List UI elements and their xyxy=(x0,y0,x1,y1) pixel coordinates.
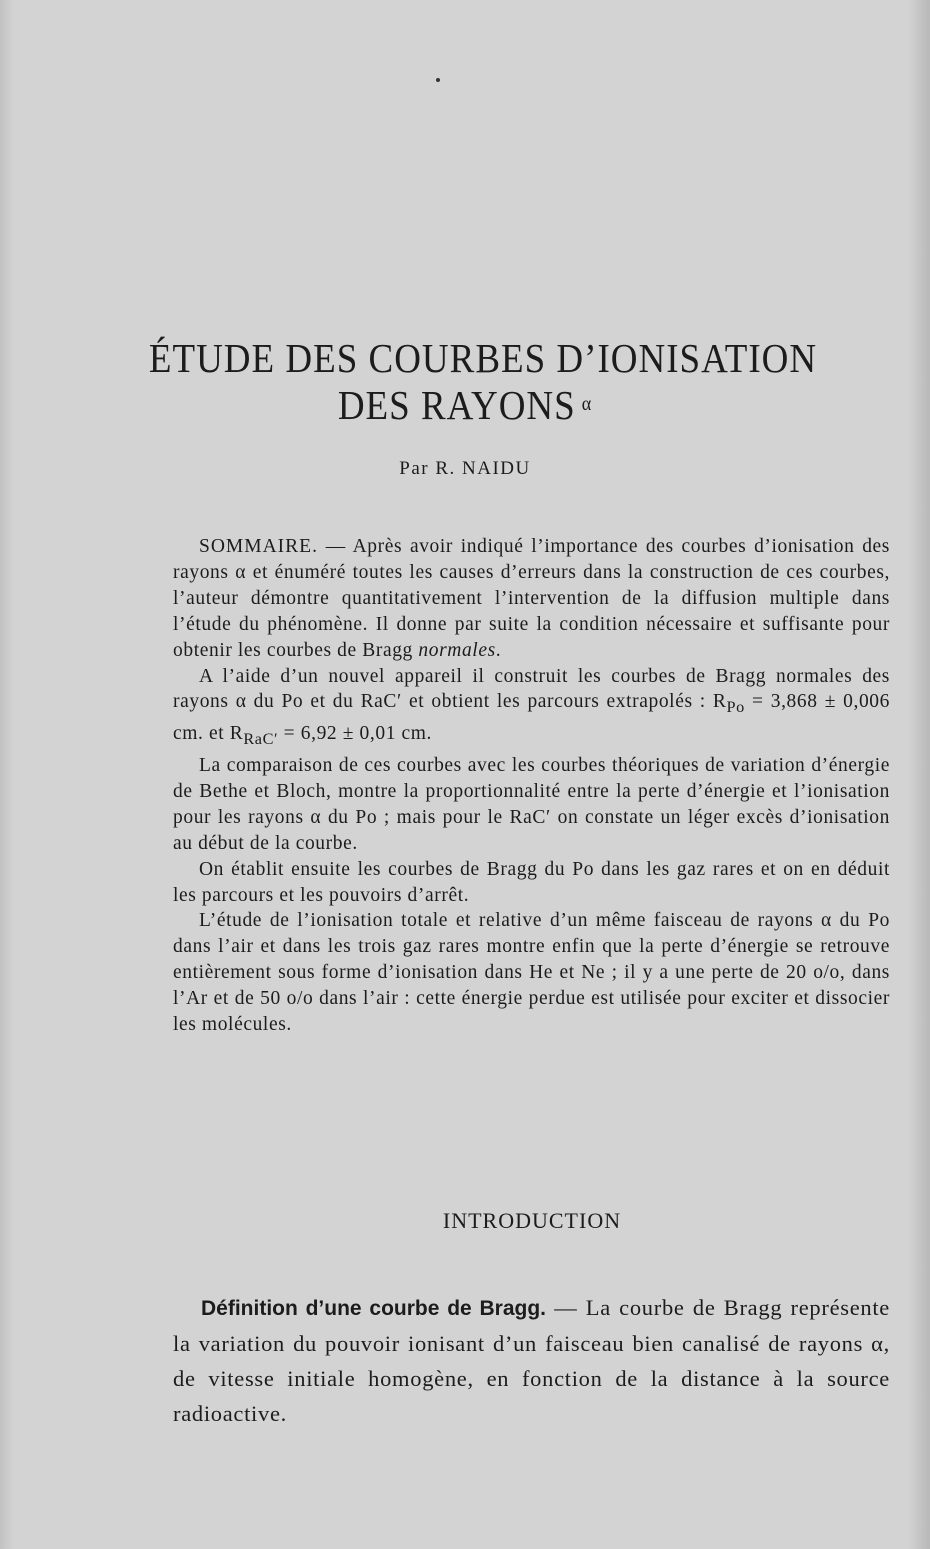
abstract-paragraph-2 xyxy=(173,664,890,754)
speck xyxy=(436,78,440,82)
intro-lead: Définition d’une courbe de Bragg. xyxy=(201,1297,546,1320)
page-edge-left xyxy=(0,0,14,1549)
article-title-line-1: ÉTUDE DES COURBES D’IONISATION xyxy=(148,336,818,383)
range-rac-value: = 6,92 ± 0,01 cm. xyxy=(283,723,433,745)
section-heading-introduction: INTRODUCTION xyxy=(442,1208,622,1233)
abstract-paragraph-4: On établit ensuite les courbes de Bragg du Po dans les gaz rares et on en déduit les parcours et les pouvoirs d’arrêt. xyxy=(173,858,890,906)
author-line: Par R. NAIDU xyxy=(399,458,531,479)
article-title-line-2 xyxy=(0,382,930,430)
page-edge-right xyxy=(908,0,930,1549)
abstract-paragraph-5: L’étude de l’ionisation totale et relative d’un même faisceau de rayons α du Po dans l’air et dans les trois gaz rares montre enfin que la perte d’énergie se retrouve entièrement sous forme d’ionisation dans He et Ne ; il y a une perte de 20 o/o, dans l’Ar et de 50 o/o dans l’air : cette énergie perdue est utilisée pour exciter et dissocier les molécules. xyxy=(173,910,890,1036)
title-line-2-text: DES RAYONS xyxy=(337,383,576,430)
abstract-paragraph-1: SOMMAIRE. — Après avoir indiqué l’importance des courbes d’ionisation des rayons α et énuméré toutes les causes d’erreurs dans la construction de ces courbes, l’auteur démontre quantitativement l’intervention de la diffusion multiple dans l’étude du phénomène. Il donne par suite la condition nécessaire et suffisante pour obtenir les courbes de Bragg normales. xyxy=(173,536,891,661)
abstract-paragraph-3: La comparaison de ces courbes avec les courbes théoriques de variation d’énergie de Bethe et Bloch, montre la proportionnalité entre la perte d’énergie et l’ionisation pour les rayons α du Po ; mais pour le RaC′ on constate un léger excès d’ionisation au début de la courbe. xyxy=(173,755,890,854)
range-po-value: = 3,868 ± 0,006 cm. et R xyxy=(173,691,890,745)
intro-text: — La courbe de Bragg représente la variation du pouvoir ionisant d’un faisceau bien canalisé de rayons α, de vitesse initiale homogène, en fonction de la distance à la source radioactive. xyxy=(173,1295,890,1426)
abstract-text-1: — Après avoir indiqué l’importance des courbes d’ionisation des rayons α et énuméré toutes les causes d’erreurs dans la construction de ces courbes, l’auteur démontre quantitativement l’intervention de la diffusion multiple dans l’étude du phénomène. Il donne par suite la condition nécessaire et suffisante pour obtenir les courbes de Bragg xyxy=(173,536,891,661)
alpha-symbol: α xyxy=(581,392,593,415)
abstract-normales: normales xyxy=(418,639,496,661)
intro-paragraph xyxy=(173,1290,890,1431)
abstract xyxy=(173,534,890,1038)
abstract-text-2: A l’aide d’un nouvel appareil il construit les courbes de Bragg normales des rayons α du Po et du RaC′ et obtient les parcours extrapolés : R xyxy=(173,665,890,713)
range-po-subscript: Po xyxy=(726,698,745,717)
abstract-label: SOMMAIRE. xyxy=(199,536,318,557)
range-rac-subscript: RaC′ xyxy=(243,730,279,749)
